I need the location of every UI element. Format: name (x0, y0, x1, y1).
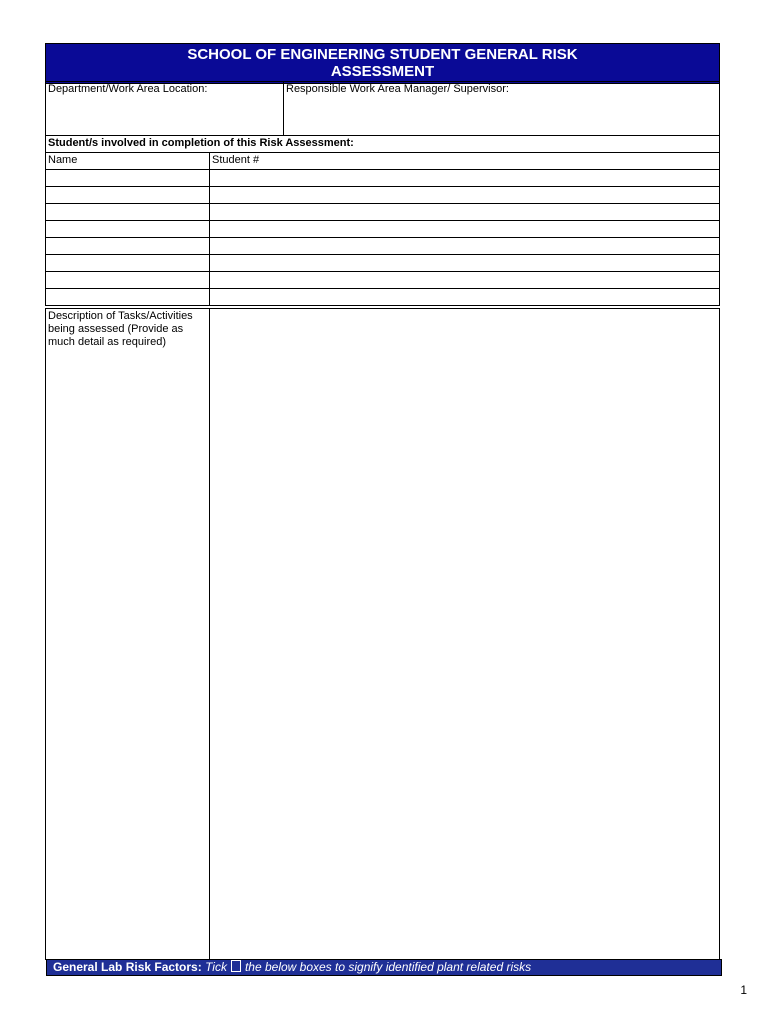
department-label: Department/Work Area Location: (48, 83, 208, 95)
student-number-input[interactable] (209, 288, 720, 306)
description-label-line-1: Description of Tasks/Activities (48, 310, 193, 322)
name-header-text: Name (48, 154, 78, 166)
student-name-input[interactable] (45, 220, 210, 238)
department-field[interactable] (45, 81, 284, 136)
student-name-input[interactable] (45, 169, 210, 187)
risk-instruction-text: the below boxes to signify identified plant related risks (244, 960, 532, 974)
student-number-input[interactable] (209, 271, 720, 289)
description-label-cell (45, 308, 210, 960)
student-name-input[interactable] (45, 203, 210, 221)
page-number: 1 (740, 983, 747, 997)
student-name-input[interactable] (45, 237, 210, 255)
description-input[interactable] (209, 308, 720, 960)
tick-text: Tick (205, 960, 227, 974)
student-number-header-text: Student # (212, 154, 260, 166)
student-name-input[interactable] (45, 186, 210, 204)
student-name-input[interactable] (45, 271, 210, 289)
student-number-input[interactable] (209, 203, 720, 221)
student-number-input[interactable] (209, 186, 720, 204)
student-name-input[interactable] (45, 288, 210, 306)
risk-factors-label: General Lab Risk Factors: (53, 960, 202, 974)
students-heading-text: Student/s involved in completion of this Risk Assessment: (48, 137, 354, 149)
student-number-input[interactable] (209, 237, 720, 255)
title-line-2: ASSESSMENT (330, 63, 435, 80)
general-lab-risk-factors-bar (46, 959, 722, 976)
manager-label: Responsible Work Area Manager/ Supervisor: (286, 83, 509, 95)
student-number-input[interactable] (209, 169, 720, 187)
student-name-input[interactable] (45, 254, 210, 272)
title-line-1: SCHOOL OF ENGINEERING STUDENT GENERAL RISK (187, 46, 578, 63)
description-label-line-2: being assessed (Provide as (48, 323, 184, 335)
name-column-header (45, 152, 210, 170)
students-heading (45, 135, 720, 153)
student-number-input[interactable] (209, 254, 720, 272)
student-number-input[interactable] (209, 220, 720, 238)
checkbox-icon (231, 960, 241, 972)
student-number-column-header (209, 152, 720, 170)
form-title (45, 43, 720, 84)
manager-field[interactable] (283, 81, 720, 136)
description-label-line-3: much detail as required) (48, 336, 167, 348)
